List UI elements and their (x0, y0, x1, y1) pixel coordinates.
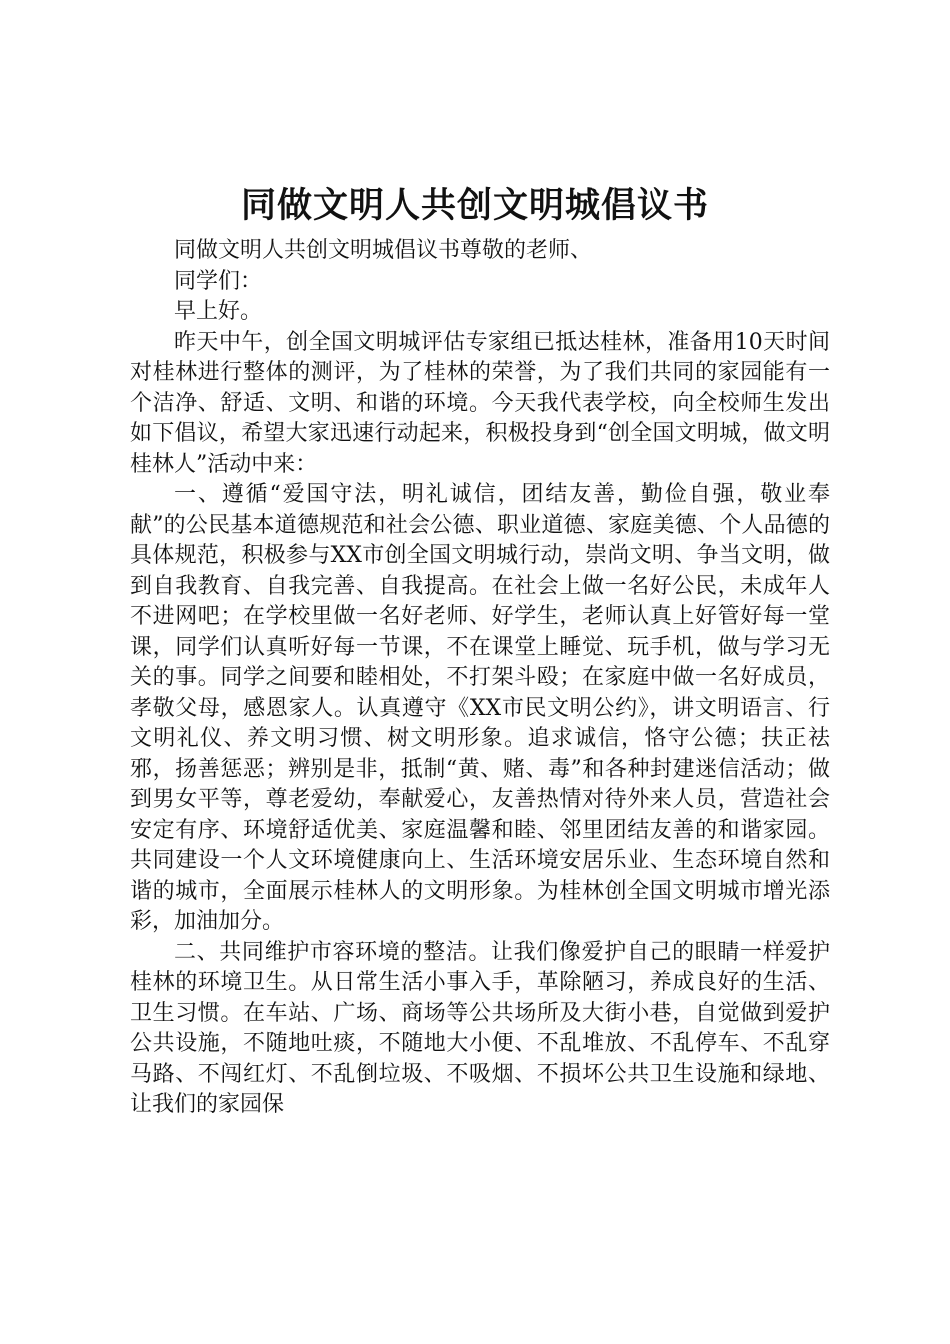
paragraph-heading-line: 同做文明人共创文明城倡议书尊敬的老师、 (174, 238, 593, 263)
paragraph-greeting: 早上好。 (174, 299, 263, 324)
paragraph-salutation: 同学们： (174, 268, 263, 294)
paragraph-point-one: 一、遵循“爱国守法，明礼诚信，团结友善，勤俭自强，敬业奉献”的公民基本道德规范和社会公德、职业道德、家庭美德、个人品德的具体规范，积极参与XX市创全国文明城行动，崇尚文明、争当文明，做到自我教育、自我完善、自我提高。在社会上做一名好公民，未成年人不进网吧；在学校里做一名好老师、好学生，老师认真上好管好每一堂课，同学们认真听好每一节课，不在课堂上睡觉、玩手机，做与学习无关的事。同学之间要和睦相处，不打架斗殴；在家庭中做一名好成员，孝敬父母，感恩家人。认真遵守《XX市民文明公约》，讲文明语言、行文明礼仪、养文明习惯、树文明形象。追求诚信，恪守公德；扶正祛邪，扬善惩恶；辨别是非，抵制“黄、赌、毒”和各种封建迷信活动；做到男女平等，尊老爱幼，奉献爱心，友善热情对待外来人员，营造社会安定有序、环境舒适优美、家庭温馨和睦、邻里团结友善的和谐家园。共同建设一个人文环境健康向上、生活环境安居乐业、生态环境自然和谐的城市，全面展示桂林人的文明形象。为桂林创全国文明城市增光添彩，加油加分。 (130, 482, 830, 934)
paragraph-point-two: 二、共同维护市容环境的整洁。让我们像爱护自己的眼睛一样爱护桂林的环境卫生。从日常生活小事入手，革除陋习，养成良好的生活、卫生习惯。在车站、广场、商场等公共场所及大街小巷，自觉做到爱护公共设施，不随地吐痰，不随地大小便、不乱堆放、不乱停车、不乱穿马路、不闯红灯、不乱倒垃圾、不吸烟、不损坏公共卫生设施和绿地、让我们的家园保 (130, 939, 830, 1117)
paragraph-intro: 昨天中午，创全国文明城评估专家组已抵达桂林，准备用10天时间对桂林进行整体的测评，为了桂林的荣誉，为了我们共同的家园能有一个洁净、舒适、文明、和谐的环境。今天我代表学校，向全校师生发出如下倡议，希望大家迅速行动起来，积极投身到“创全国文明城，做文明桂林人”活动中来： (130, 329, 830, 477)
document-body (130, 236, 830, 1121)
document-title: 同做文明人共创文明城倡议书 (240, 185, 709, 226)
